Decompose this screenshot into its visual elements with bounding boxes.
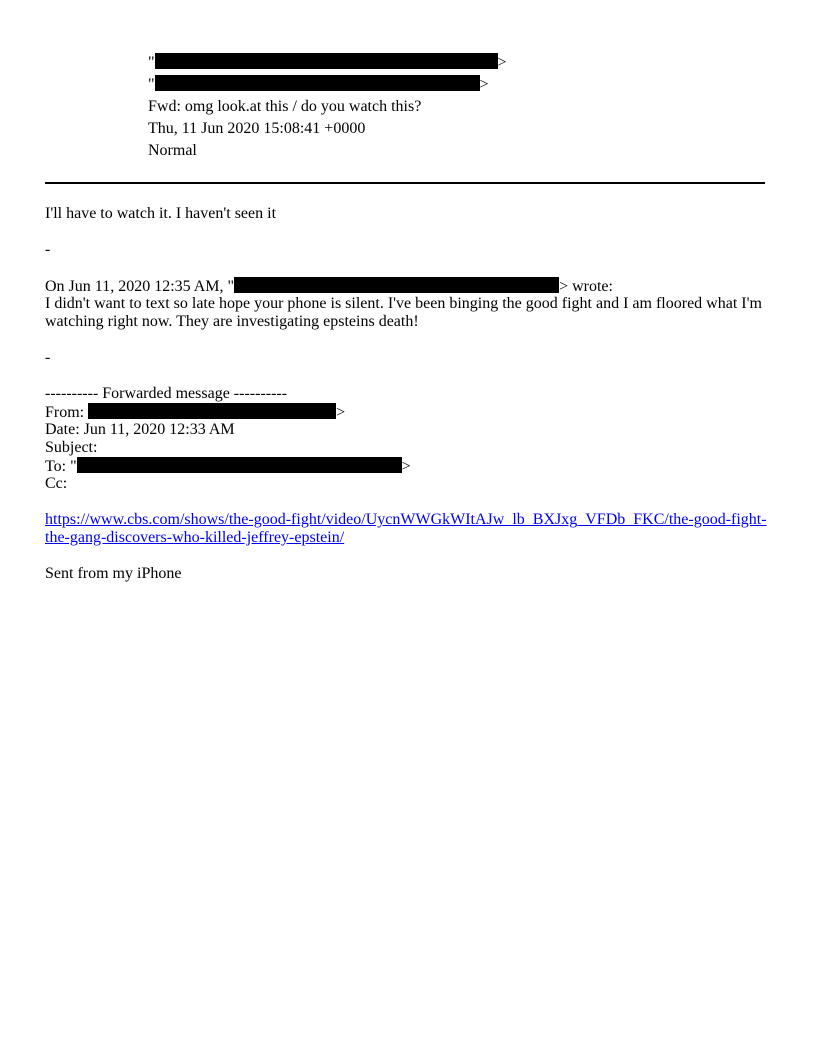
to-value [148, 74, 489, 96]
separator-dash: - [45, 241, 51, 258]
video-link-container [45, 511, 769, 547]
fwd-to-suffix: > [401, 458, 411, 475]
quote-intro [45, 277, 613, 295]
date-value: Thu, 11 Jun 2020 15:08:41 +0000 [148, 120, 366, 137]
quote-intro-suffix: > wrote: [559, 278, 613, 295]
signature: Sent from my iPhone [45, 565, 182, 582]
forward-header: ---------- Forwarded message ---------- [45, 385, 288, 402]
fwd-to-prefix: To: " [45, 458, 77, 475]
redaction-block [88, 403, 336, 419]
reply-text: I'll have to watch it. I haven't seen it [45, 205, 277, 222]
quote-intro-prefix: On Jun 11, 2020 12:35 AM, " [45, 278, 235, 295]
separator-dash: - [45, 349, 51, 366]
fwd-from-label: From: [45, 404, 89, 421]
from-value [148, 52, 507, 74]
redaction-block [234, 277, 559, 293]
from-suffix: > [497, 54, 507, 71]
header-divider [45, 182, 765, 184]
to-quote: " [148, 76, 155, 93]
fwd-to [45, 457, 411, 475]
fwd-cc: Cc: [45, 475, 68, 492]
to-suffix: > [479, 76, 489, 93]
fwd-date: Date: Jun 11, 2020 12:33 AM [45, 421, 235, 438]
subject-value: Fwd: omg look.at this / do you watch this? [148, 98, 422, 115]
redaction-block [155, 53, 498, 69]
quoted-message: I didn't want to text so late hope your phone is silent. I've been binging the good fight and I am floored what I'm watching right now. They are investigating epsteins death! [45, 295, 762, 330]
from-quote: " [148, 54, 155, 71]
importance-value: Normal [148, 142, 197, 159]
fwd-from-suffix: > [336, 404, 346, 421]
fwd-from [45, 403, 345, 421]
redaction-block [155, 75, 480, 91]
video-link[interactable]: https://www.cbs.com/shows/the-good-fight/video/UycnWWGkWItAJw_lb_BXJxg_VFDb_FKC/the-good-fight-the-gang-discovers-who-killed-jeffrey-epstein/ [45, 511, 767, 546]
fwd-subject: Subject: [45, 439, 98, 456]
redaction-block [77, 457, 402, 473]
